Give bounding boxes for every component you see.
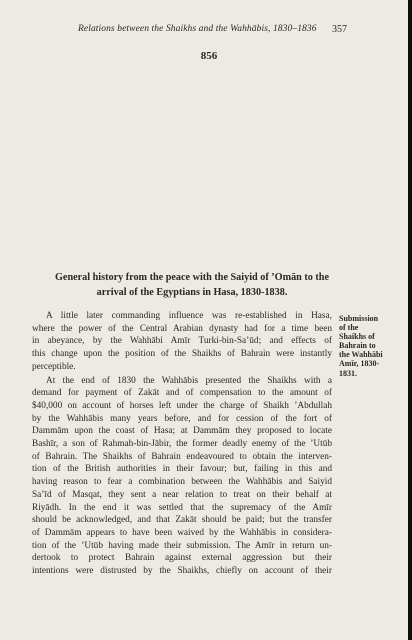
text-line: Riyādh. In the end it was settled that the supremacy of the Amīr: [32, 502, 332, 513]
margin-note-line: Submission: [339, 314, 379, 323]
text-line: At the end of 1830 the Wahhābis presented the Shaikhs with a: [46, 375, 332, 386]
section-heading-line: arrival of the Egyptians in Hasa, 1830-1838.: [96, 287, 288, 298]
text-line: dertook to protect Bahrain against external aggression but their: [32, 553, 332, 564]
text-line: tion of the ’Utūb having made their submission. The Amīr in return un-: [32, 540, 332, 551]
margin-note-line: Bahrain to: [339, 341, 376, 351]
margin-note-line: Shaikhs of: [339, 332, 375, 342]
margin-note: [339, 314, 403, 378]
text-line: in abeyance, by the Wahhābi Amīr Turki-bin-Sa’ūd; and effects of: [32, 336, 332, 347]
paragraph: [32, 375, 332, 578]
text-line: tion of the British authorities in their favour; but, failing in this and: [32, 464, 332, 475]
text-line: A little later commanding influence was re-established in Hasa,: [46, 311, 332, 321]
text-line: of Dammām appears to have been waived by the Wahhābis in considera-: [32, 527, 332, 538]
text-line: where the power of the Central Arabian dynasty had for a time been: [32, 323, 332, 334]
text-line: demand for payment of Zakāt and of compensation to the amount of: [32, 388, 332, 399]
body-text: [32, 310, 332, 578]
text-line: $40,000 on account of horses left under the charge of Shaikh ’Abdullah: [32, 400, 332, 411]
paragraph: [32, 310, 332, 374]
text-line: Sa’īd of Masqat, they sent a near relation to treat on their behalf at: [32, 489, 332, 500]
margin-note-line: of the: [339, 323, 359, 333]
margin-note-line: Amīr, 1830-: [339, 359, 380, 369]
text-line: having reason to fear a combination between the Wahhābis and Saiyid: [32, 477, 332, 488]
text-line: intentions were distrusted by the Shaikhs, chiefly on account of their: [32, 566, 332, 577]
section-heading-line: General history from the peace with the Saiyid of ’Omān to the: [55, 272, 329, 283]
text-line: of Bahrain. The Shaikhs of Bahrain endeavoured to obtain the interven-: [32, 451, 332, 462]
text-line: Bashīr, a son of Rahmah-bin-Jābir, the former deadly enemy of the ’Utūb: [32, 439, 332, 450]
margin-note-line: the Wahhābi: [339, 350, 383, 360]
margin-note-line: 1831.: [339, 368, 357, 378]
folio-number: 856: [200, 50, 218, 62]
text-line: should be acknowledged, and that Zakāt should be paid; but the transfer: [32, 515, 332, 526]
text-line: by the Wahhābis many years before, and for cession of the fort of: [32, 413, 332, 424]
text-line: perceptible.: [32, 361, 76, 372]
text-line: Dammām upon the coast of Hasa; at Dammām they proposed to locate: [32, 426, 332, 437]
running-head-title: Relations between the Shaikhs and the Wahhābis, 1830–1836: [78, 24, 317, 34]
text-line: this change upon the position of the Shaikhs of Bahrain were instantly: [32, 349, 332, 360]
section-heading: [32, 270, 352, 300]
page-number: 357: [332, 24, 347, 35]
